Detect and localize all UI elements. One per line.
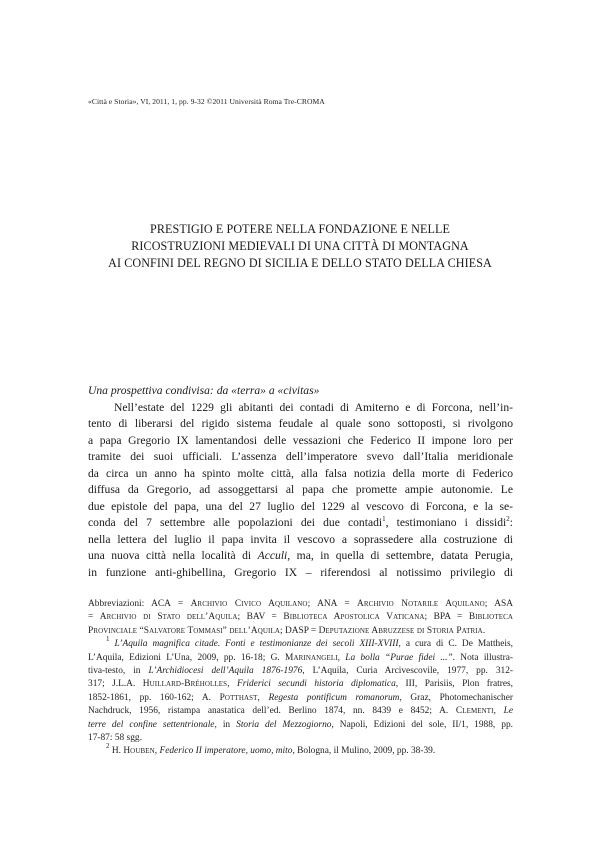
note-fragment: Archivio di Stato dell’Aquila <box>99 612 238 623</box>
body-text-fragment: , ma, in quella di settembre, datata Perugia, <box>287 549 513 562</box>
note-fragment: Nachdruck, 1956, ristampa anastatica dell’ed. Berlino 1874, nn. 8439 e 8452; A. <box>88 706 456 717</box>
body-line: tento di liberarsi del rigido sistema feudale al quale sono sottoposti, si rivolgono <box>88 417 513 430</box>
body-text <box>88 383 513 581</box>
note-fragment: ; ANA = <box>307 599 358 609</box>
footnote-line <box>88 719 513 732</box>
note-fragment: tiva-testo, in <box>88 665 149 676</box>
body-text-fragment: , testimoniano i dissidi <box>385 516 507 529</box>
note-fragment: Regesta pontificum romanorum <box>268 692 400 703</box>
note-fragment: = <box>88 612 100 623</box>
note-fragment: , III, Parisiis, Plon fratres, <box>395 679 514 690</box>
section-heading: Una prospettiva condivisa: da «terra» a «civitas» <box>88 384 320 397</box>
note-fragment: Huillard-Bréholles <box>142 679 228 690</box>
note-fragment: 317; J.L.A. <box>88 679 143 690</box>
note-fragment: Biblioteca Apostolica Vaticana <box>283 612 425 623</box>
title-line: AI CONFINI DEL REGNO DI SICILIA E DELLO STATO DELLA CHIESA <box>108 256 492 270</box>
footnote-line <box>88 652 513 665</box>
body-line: due epistole del papa, una del 27 luglio del 1229 al vescovo di Forcona, e la se- <box>88 499 513 513</box>
note-fragment: ; BAV = <box>237 612 284 623</box>
place-name-acculi: Acculi <box>257 549 288 562</box>
note-fragment: Friderici secundi historia diplomatica <box>236 679 396 690</box>
note-fragment: , L’Aquila, Curia Arcivescovile, 1977, pp. 312- <box>302 665 514 676</box>
note-fragment: 1852-1861, pp. 160-162; A. <box>88 692 220 703</box>
footnote-line <box>88 678 513 691</box>
note-fragment: L’Archidiocesi dell’Aquila 1876-1976 <box>148 665 303 676</box>
body-line: a papa Gregorio IX lamentandosi delle vessazioni che Federico II impone loro per <box>88 433 513 447</box>
note-fragment: , <box>493 706 504 717</box>
note-fragment: L’Aquila, Edizioni L’Una, 2009, pp. 16-18; G. <box>88 652 286 663</box>
note-fragment: Deputazione Abruzzese di Storia Patria <box>318 625 483 636</box>
note-fragment: Houben <box>123 746 155 757</box>
footnote-1 <box>88 635 513 651</box>
note-fragment: , in <box>214 719 237 730</box>
note-fragment: Archivio Notarile Aquilano <box>357 599 485 609</box>
note-fragment: Clementi <box>455 706 494 717</box>
footnote-line: 17-87: 58 sgg. <box>88 732 142 743</box>
abbreviations-line <box>88 625 513 638</box>
note-fragment: terre del confine settentrionale <box>88 719 215 730</box>
note-fragment: Biblioteca <box>468 612 514 623</box>
footnote-line <box>88 692 513 705</box>
footnote-line <box>88 705 513 718</box>
footnote-number: 2 <box>106 742 110 751</box>
note-fragment: ACA = <box>144 599 191 609</box>
abbreviations-label: Abbreviazioni: <box>88 599 145 609</box>
note-fragment: ; BPA = <box>424 612 469 623</box>
note-fragment: , Graz, Photomechanischer <box>399 692 513 703</box>
note-fragment: ; DASP = <box>280 625 319 636</box>
note-fragment: , <box>257 692 269 703</box>
footnote-line <box>88 665 513 678</box>
body-text-fragment: : <box>509 516 513 529</box>
note-fragment: . <box>482 625 486 636</box>
note-fragment: L’Aquila magnifica citade. Fonti e testimonianze dei secoli XIII-XVIII <box>114 639 399 650</box>
note-fragment: Federico II imperatore, uomo, mito <box>159 746 293 757</box>
note-fragment: , <box>337 652 346 663</box>
note-fragment: Potthast <box>219 692 258 703</box>
note-fragment: ; ASA <box>484 599 514 609</box>
abbreviations-line <box>88 598 513 611</box>
footnote-number: 1 <box>106 635 110 644</box>
body-text-fragment: una nuova città nella località di <box>88 549 258 562</box>
body-line: in funzione anti-ghibellina, Gregorio IX – riferendosi al notissimo privilegio di <box>88 565 513 579</box>
note-fragment: Marinangeli <box>285 652 338 663</box>
note-fragment: Provinciale “Salvatore Tommasi” dell’Aquila <box>88 625 281 636</box>
title-line: RICOSTRUZIONI MEDIEVALI DI UNA CITTÀ DI MONTAGNA <box>131 239 469 253</box>
note-fragment: Storia del Mezzogiorno <box>236 719 332 730</box>
body-line: Nell’estate del 1229 gli abitanti dei contadi di Amiterno e di Forcona, nell’in- <box>114 400 513 414</box>
abbreviations-line <box>88 611 513 624</box>
title-line: PRESTIGIO E POTERE NELLA FONDAZIONE E NELLE <box>150 222 450 236</box>
body-line <box>88 515 513 532</box>
body-line: diffusa da Gregorio, ad assoggettarsi al papa che promette ampie autonomie. Le <box>88 483 513 496</box>
body-line: nella lettera del luglio il papa invita il vescovo a soprassedere alla costruzione di <box>88 532 513 546</box>
body-line <box>88 548 513 565</box>
running-header: «Città e Storia», VI, 2011, 1, pp. 9-32 ©2011 Università Roma Tre-CROMA <box>88 97 325 106</box>
body-text-fragment: conda del 7 settembre alle popolazioni dei due contadi <box>88 516 383 529</box>
note-fragment: , a cura di C. De Mattheis, <box>398 639 513 650</box>
note-fragment: . Nota illustra- <box>452 652 513 663</box>
note-fragment: H. <box>109 746 124 757</box>
note-fragment: , Bologna, il Mulino, 2009, pp. 38-39. <box>292 746 436 757</box>
note-fragment: , Napoli, Edizioni del sole, II/1, 1988, pp. <box>331 719 513 730</box>
note-fragment: Archivio Civico Aquilano <box>190 599 308 609</box>
note-fragment: , <box>154 746 160 757</box>
body-line: da circa un anno ha spinto molte città, alla falsa notizia della morte di Federico <box>88 466 513 480</box>
note-fragment: , <box>227 679 237 690</box>
note-fragment: La bolla “Purae fidei ...” <box>345 652 453 663</box>
footnote-ref-2[interactable]: 2 <box>506 515 510 523</box>
body-line: tramite dei suoi ufficiali. L’assenza dell’imperatore svevo dall’Italia meridionale <box>88 450 513 463</box>
note-fragment: Le <box>503 706 513 717</box>
footnotes <box>88 598 513 759</box>
footnote-2 <box>88 742 513 758</box>
article-title <box>40 221 560 272</box>
footnote-ref-1[interactable]: 1 <box>382 515 386 523</box>
